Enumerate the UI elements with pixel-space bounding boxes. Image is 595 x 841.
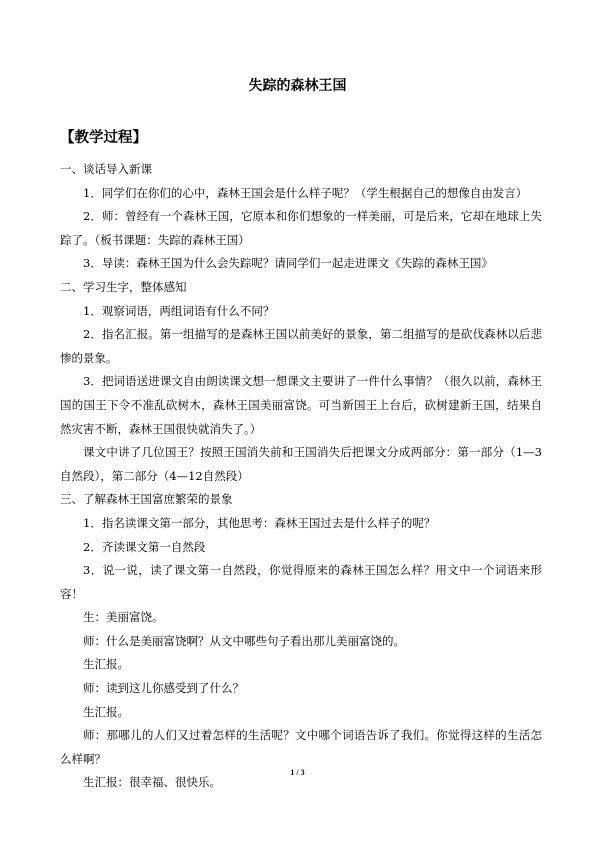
section-subheading: 一、谈话导入新课 [60,162,152,176]
body-paragraph: 生汇报：很幸福、很快乐。 [83,775,221,790]
document-title: 失踪的森林王国 [248,78,347,94]
body-paragraph: 1．观察词语，两组词语有什么不同？ [83,303,275,318]
body-paragraph: 3．导读：森林王国为什么会失踪呢？请同学们一起走进课文《失踪的森林王国》 [83,256,493,271]
body-paragraph: 课文中讲了几位国王？按照王国消失前和王国消失后把课文分成两部分：第一部分（1—3自然段），第二部分（4—12自然段） [60,445,542,483]
section-subheading: 二、学习生字，整体感知 [60,279,187,294]
body-paragraph: 1．指名读课文第一部分，其他思考：森林王国过去是什么样子的呢？ [83,515,436,530]
section-heading: 【教学过程】 [60,130,147,146]
body-paragraph: 1．同学们在你们的心中，森林王国会是什么样子呢？（学生根据自己的想像自由发言） [83,185,528,200]
body-paragraph: 师：读到这儿你感受到了什么？ [83,681,244,696]
body-paragraph: 2．师：曾经有一个森林王国，它原本和你们想象的一样美丽，可是后来，它却在地球上失踪了。（板书课题：失踪的森林王国） [60,209,542,247]
page-number: 1 / 3 [290,768,305,777]
body-paragraph: 生汇报。 [83,657,129,672]
body-paragraph: 2．齐读课文第一自然段 [83,539,206,554]
document-body [60,158,542,795]
section-subheading: 三、了解森林王国富庶繁荣的景象 [60,492,233,507]
body-paragraph: 2．指名汇报。第一组描写的是森林王国以前美好的景象，第二组描写的是砍伐森林以后悲惨的景象。 [60,327,542,365]
body-paragraph: 师：什么是美丽富饶啊？从文中哪些句子看出那儿美丽富饶的。 [83,633,405,648]
body-paragraph: 生：美丽富饶。 [83,610,164,625]
body-paragraph: 3．把词语送进课文自由朗读课文想一想课文主要讲了一件什么事情？（很久以前，森林王国的国王下令不准乱砍树木，森林王国美丽富饶。可当新国王上台后，砍树建新王国，结果自然灾害不断，森林王国很快就消失了。） [60,374,542,436]
body-paragraph: 3．说一说，读了课文第一自然段，你觉得原来的森林王国怎么样？用文中一个词语来形容！ [60,563,542,601]
body-paragraph: 生汇报。 [83,704,129,719]
body-paragraph: 师：那哪儿的人们又过着怎样的生活呢？文中哪个词语告诉了我们。你觉得这样的生活怎么样啊？ [60,728,542,766]
